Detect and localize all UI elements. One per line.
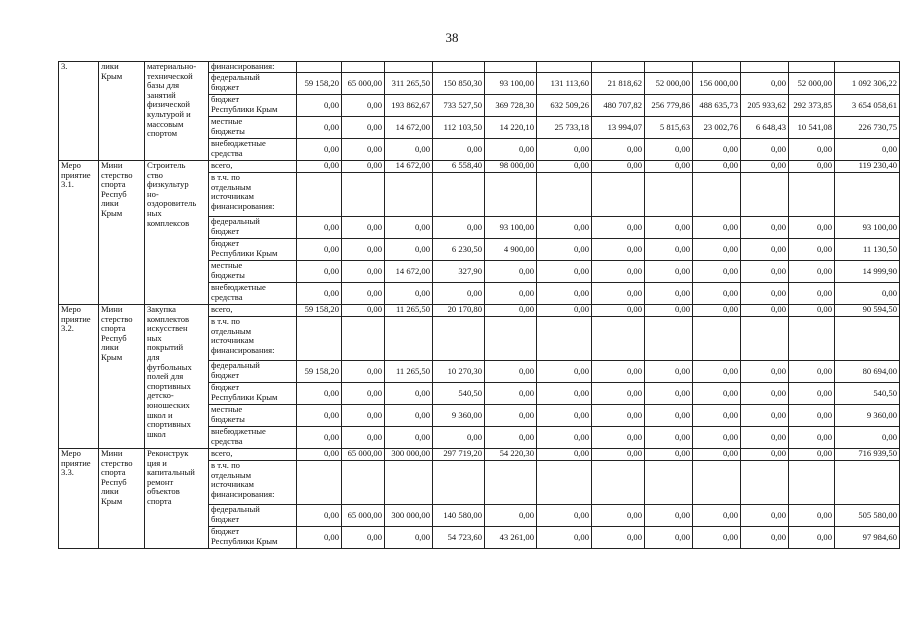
funding-source: внебюджетные средства	[209, 139, 297, 161]
amount-cell: 23 002,76	[693, 117, 741, 139]
amount-cell: 0,00	[592, 217, 645, 239]
amount-cell	[485, 317, 537, 361]
amount-cell	[645, 317, 693, 361]
funding-source: федеральный бюджет	[209, 73, 297, 95]
amount-cell	[342, 317, 385, 361]
table-row	[59, 449, 900, 461]
amount-cell: 11 265,50	[385, 361, 433, 383]
amount-cell: 20 170,80	[433, 305, 485, 317]
funding-source: всего,	[209, 305, 297, 317]
amount-cell	[741, 62, 789, 73]
amount-cell: 0,00	[789, 427, 835, 449]
page-number: 38	[445, 30, 459, 45]
amount-cell	[592, 317, 645, 361]
funding-source: бюджет Республики Крым	[209, 239, 297, 261]
amount-cell: 0,00	[342, 283, 385, 305]
funding-source: в т.ч. по отдельным источникам финансирования:	[209, 317, 297, 361]
amount-cell: 0,00	[645, 505, 693, 527]
amount-cell: 0,00	[342, 239, 385, 261]
amount-cell	[537, 62, 592, 73]
amount-cell: 311 265,50	[385, 73, 433, 95]
amount-cell: 0,00	[592, 305, 645, 317]
amount-cell: 90 594,50	[835, 305, 900, 317]
amount-cell: 80 694,00	[835, 361, 900, 383]
amount-cell	[433, 62, 485, 73]
amount-cell	[741, 173, 789, 217]
amount-cell: 0,00	[385, 405, 433, 427]
amount-cell: 0,00	[297, 527, 342, 549]
amount-cell: 0,00	[342, 527, 385, 549]
amount-cell: 0,00	[485, 139, 537, 161]
amount-cell	[789, 317, 835, 361]
amount-cell: 0,00	[485, 261, 537, 283]
amount-cell: 0,00	[537, 305, 592, 317]
amount-cell: 0,00	[741, 427, 789, 449]
amount-cell: 0,00	[741, 283, 789, 305]
amount-cell: 0,00	[741, 527, 789, 549]
amount-cell: 65 000,00	[342, 505, 385, 527]
amount-cell: 0,00	[693, 361, 741, 383]
amount-cell: 0,00	[297, 383, 342, 405]
amount-cell	[297, 173, 342, 217]
amount-cell: 10 270,30	[433, 361, 485, 383]
amount-cell	[835, 461, 900, 505]
amount-cell: 6 558,40	[433, 161, 485, 173]
amount-cell	[537, 173, 592, 217]
amount-cell	[385, 173, 433, 217]
amount-cell: 0,00	[485, 405, 537, 427]
amount-cell: 0,00	[342, 361, 385, 383]
amount-cell: 0,00	[741, 361, 789, 383]
amount-cell: 0,00	[592, 161, 645, 173]
measure-name: материально- технической базы для занятий физической культурой и массовым спортом	[145, 62, 209, 161]
amount-cell: 14 999,90	[835, 261, 900, 283]
amount-cell: 0,00	[485, 505, 537, 527]
amount-cell: 0,00	[741, 73, 789, 95]
amount-cell: 0,00	[297, 117, 342, 139]
amount-cell: 0,00	[789, 527, 835, 549]
amount-cell	[835, 317, 900, 361]
section-number: Меро приятие 3.2.	[59, 305, 99, 449]
amount-cell: 0,00	[537, 427, 592, 449]
amount-cell	[835, 62, 900, 73]
amount-cell: 0,00	[592, 449, 645, 461]
amount-cell: 43 261,00	[485, 527, 537, 549]
funding-source: бюджет Республики Крым	[209, 383, 297, 405]
amount-cell: 1 092 306,22	[835, 73, 900, 95]
amount-cell: 0,00	[592, 383, 645, 405]
amount-cell: 0,00	[741, 383, 789, 405]
amount-cell: 150 850,30	[433, 73, 485, 95]
amount-cell	[592, 461, 645, 505]
amount-cell: 0,00	[645, 427, 693, 449]
amount-cell: 0,00	[835, 283, 900, 305]
funding-source: местные бюджеты	[209, 405, 297, 427]
amount-cell: 13 994,07	[592, 117, 645, 139]
amount-cell: 0,00	[789, 217, 835, 239]
amount-cell: 0,00	[537, 283, 592, 305]
amount-cell: 25 733,18	[537, 117, 592, 139]
amount-cell	[433, 173, 485, 217]
amount-cell: 0,00	[537, 505, 592, 527]
amount-cell: 0,00	[693, 261, 741, 283]
amount-cell: 0,00	[537, 139, 592, 161]
amount-cell: 0,00	[385, 217, 433, 239]
amount-cell: 0,00	[297, 139, 342, 161]
funding-source: всего,	[209, 449, 297, 461]
amount-cell: 59 158,20	[297, 73, 342, 95]
amount-cell: 0,00	[645, 283, 693, 305]
amount-cell: 0,00	[592, 361, 645, 383]
amount-cell: 0,00	[537, 217, 592, 239]
amount-cell: 14 672,00	[385, 161, 433, 173]
amount-cell	[433, 317, 485, 361]
amount-cell: 0,00	[297, 283, 342, 305]
amount-cell: 0,00	[385, 383, 433, 405]
amount-cell: 11 265,50	[385, 305, 433, 317]
funding-source: местные бюджеты	[209, 117, 297, 139]
amount-cell: 0,00	[645, 383, 693, 405]
amount-cell: 540,50	[835, 383, 900, 405]
amount-cell	[485, 173, 537, 217]
amount-cell: 0,00	[693, 383, 741, 405]
amount-cell: 59 158,20	[297, 361, 342, 383]
amount-cell: 0,00	[297, 239, 342, 261]
amount-cell: 0,00	[645, 305, 693, 317]
amount-cell: 0,00	[592, 239, 645, 261]
section-number: Меро приятие 3.1.	[59, 161, 99, 305]
responsible-executor: Мини стерство спорта Респуб лики Крым	[99, 305, 145, 449]
amount-cell: 0,00	[693, 161, 741, 173]
amount-cell: 0,00	[693, 239, 741, 261]
amount-cell: 0,00	[645, 239, 693, 261]
amount-cell: 0,00	[342, 139, 385, 161]
amount-cell: 0,00	[835, 139, 900, 161]
amount-cell: 9 360,00	[835, 405, 900, 427]
amount-cell: 0,00	[297, 261, 342, 283]
amount-cell: 0,00	[297, 449, 342, 461]
measure-name: Реконструк ция и капитальный ремонт объектов спорта	[145, 449, 209, 549]
amount-cell: 505 580,00	[835, 505, 900, 527]
amount-cell: 0,00	[342, 95, 385, 117]
amount-cell: 0,00	[485, 361, 537, 383]
amount-cell: 0,00	[645, 449, 693, 461]
amount-cell: 0,00	[693, 427, 741, 449]
amount-cell	[693, 173, 741, 217]
amount-cell: 0,00	[537, 383, 592, 405]
amount-cell: 0,00	[741, 239, 789, 261]
amount-cell: 11 130,50	[835, 239, 900, 261]
table-row	[59, 305, 900, 317]
amount-cell: 5 815,63	[645, 117, 693, 139]
responsible-executor: лики Крым	[99, 62, 145, 161]
section-number: Меро приятие 3.3.	[59, 449, 99, 549]
amount-cell: 300 000,00	[385, 505, 433, 527]
amount-cell	[789, 62, 835, 73]
amount-cell	[485, 461, 537, 505]
amount-cell: 0,00	[433, 283, 485, 305]
amount-cell: 21 818,62	[592, 73, 645, 95]
amount-cell: 0,00	[693, 527, 741, 549]
amount-cell: 0,00	[693, 283, 741, 305]
amount-cell: 0,00	[789, 449, 835, 461]
amount-cell: 0,00	[789, 305, 835, 317]
amount-cell	[537, 461, 592, 505]
amount-cell: 0,00	[645, 261, 693, 283]
amount-cell	[693, 317, 741, 361]
amount-cell: 0,00	[485, 427, 537, 449]
amount-cell	[342, 461, 385, 505]
amount-cell: 0,00	[789, 405, 835, 427]
funding-source: бюджет Республики Крым	[209, 527, 297, 549]
funding-source: местные бюджеты	[209, 261, 297, 283]
amount-cell	[592, 62, 645, 73]
amount-cell: 119 230,40	[835, 161, 900, 173]
amount-cell: 131 113,60	[537, 73, 592, 95]
table-row	[59, 62, 900, 73]
amount-cell	[741, 317, 789, 361]
amount-cell: 0,00	[592, 427, 645, 449]
amount-cell: 0,00	[537, 527, 592, 549]
amount-cell: 0,00	[693, 139, 741, 161]
amount-cell: 3 654 058,61	[835, 95, 900, 117]
amount-cell: 632 509,26	[537, 95, 592, 117]
amount-cell: 0,00	[297, 161, 342, 173]
amount-cell	[297, 62, 342, 73]
amount-cell: 0,00	[592, 505, 645, 527]
amount-cell: 93 100,00	[485, 217, 537, 239]
amount-cell: 300 000,00	[385, 449, 433, 461]
amount-cell: 10 541,08	[789, 117, 835, 139]
funding-source: в т.ч. по отдельным источникам финансирования:	[209, 173, 297, 217]
funding-source: федеральный бюджет	[209, 217, 297, 239]
amount-cell: 369 728,30	[485, 95, 537, 117]
amount-cell: 0,00	[485, 305, 537, 317]
amount-cell	[741, 461, 789, 505]
amount-cell	[835, 173, 900, 217]
funding-source: федеральный бюджет	[209, 361, 297, 383]
amount-cell: 0,00	[693, 305, 741, 317]
amount-cell: 0,00	[297, 427, 342, 449]
amount-cell: 193 862,67	[385, 95, 433, 117]
amount-cell	[645, 62, 693, 73]
amount-cell: 488 635,73	[693, 95, 741, 117]
amount-cell: 0,00	[645, 527, 693, 549]
amount-cell: 0,00	[537, 239, 592, 261]
amount-cell: 54 723,60	[433, 527, 485, 549]
amount-cell	[485, 62, 537, 73]
amount-cell: 0,00	[537, 449, 592, 461]
amount-cell: 0,00	[693, 505, 741, 527]
amount-cell: 52 000,00	[645, 73, 693, 95]
amount-cell: 6 230,50	[433, 239, 485, 261]
amount-cell	[385, 62, 433, 73]
amount-cell: 9 360,00	[433, 405, 485, 427]
amount-cell: 0,00	[835, 427, 900, 449]
funding-source: внебюджетные средства	[209, 283, 297, 305]
amount-cell: 0,00	[342, 305, 385, 317]
amount-cell: 292 373,85	[789, 95, 835, 117]
amount-cell: 0,00	[342, 427, 385, 449]
amount-cell: 0,00	[693, 449, 741, 461]
amount-cell: 0,00	[385, 239, 433, 261]
amount-cell: 0,00	[741, 161, 789, 173]
amount-cell: 0,00	[693, 405, 741, 427]
amount-cell: 156 000,00	[693, 73, 741, 95]
amount-cell: 0,00	[741, 505, 789, 527]
amount-cell	[592, 173, 645, 217]
amount-cell: 0,00	[592, 527, 645, 549]
amount-cell: 54 220,30	[485, 449, 537, 461]
amount-cell: 0,00	[537, 405, 592, 427]
amount-cell: 0,00	[693, 217, 741, 239]
amount-cell	[789, 173, 835, 217]
amount-cell: 0,00	[433, 139, 485, 161]
amount-cell: 0,00	[789, 505, 835, 527]
amount-cell: 205 933,62	[741, 95, 789, 117]
amount-cell: 0,00	[645, 139, 693, 161]
amount-cell: 0,00	[342, 383, 385, 405]
amount-cell: 97 984,60	[835, 527, 900, 549]
responsible-executor: Мини стерство спорта Респуб лики Крым	[99, 161, 145, 305]
amount-cell: 14 672,00	[385, 117, 433, 139]
amount-cell: 256 779,86	[645, 95, 693, 117]
amount-cell: 226 730,75	[835, 117, 900, 139]
amount-cell: 14 672,00	[385, 261, 433, 283]
section-number: 3.	[59, 62, 99, 161]
amount-cell: 0,00	[342, 261, 385, 283]
amount-cell: 0,00	[789, 261, 835, 283]
amount-cell: 0,00	[537, 261, 592, 283]
amount-cell: 0,00	[297, 95, 342, 117]
amount-cell: 0,00	[485, 283, 537, 305]
amount-cell: 0,00	[592, 261, 645, 283]
amount-cell: 0,00	[485, 383, 537, 405]
amount-cell	[789, 461, 835, 505]
funding-source: внебюджетные средства	[209, 427, 297, 449]
responsible-executor: Мини стерство спорта Респуб лики Крым	[99, 449, 145, 549]
amount-cell: 0,00	[385, 139, 433, 161]
amount-cell: 0,00	[741, 139, 789, 161]
amount-cell: 0,00	[789, 361, 835, 383]
amount-cell: 0,00	[433, 217, 485, 239]
amount-cell: 0,00	[385, 527, 433, 549]
amount-cell: 716 939,50	[835, 449, 900, 461]
amount-cell: 0,00	[297, 505, 342, 527]
amount-cell: 0,00	[741, 449, 789, 461]
funding-source: всего,	[209, 161, 297, 173]
amount-cell: 540,50	[433, 383, 485, 405]
amount-cell: 0,00	[433, 427, 485, 449]
amount-cell: 327,90	[433, 261, 485, 283]
amount-cell: 0,00	[342, 217, 385, 239]
amount-cell: 0,00	[537, 161, 592, 173]
amount-cell	[297, 461, 342, 505]
amount-cell: 0,00	[789, 161, 835, 173]
amount-cell: 4 900,00	[485, 239, 537, 261]
funding-table	[58, 61, 900, 549]
amount-cell: 59 158,20	[297, 305, 342, 317]
amount-cell: 0,00	[741, 305, 789, 317]
measure-name: Закупка комплектов искусствен ных покрытий для футбольных полей для спортивных детско- юношеских школ и спортивных школ	[145, 305, 209, 449]
amount-cell	[693, 461, 741, 505]
measure-name: Строитель ство физкультур но- оздоровитель ных комплексов	[145, 161, 209, 305]
amount-cell: 0,00	[645, 161, 693, 173]
amount-cell: 0,00	[297, 217, 342, 239]
amount-cell: 93 100,00	[485, 73, 537, 95]
amount-cell: 0,00	[645, 361, 693, 383]
amount-cell: 0,00	[385, 283, 433, 305]
amount-cell: 733 527,50	[433, 95, 485, 117]
amount-cell: 0,00	[592, 139, 645, 161]
amount-cell: 0,00	[741, 217, 789, 239]
amount-cell	[537, 317, 592, 361]
amount-cell: 0,00	[645, 217, 693, 239]
amount-cell	[385, 461, 433, 505]
amount-cell: 0,00	[385, 427, 433, 449]
amount-cell: 0,00	[789, 239, 835, 261]
amount-cell: 112 103,50	[433, 117, 485, 139]
amount-cell: 0,00	[342, 117, 385, 139]
amount-cell	[693, 62, 741, 73]
amount-cell: 14 220,10	[485, 117, 537, 139]
amount-cell: 0,00	[592, 405, 645, 427]
amount-cell	[385, 317, 433, 361]
amount-cell: 52 000,00	[789, 73, 835, 95]
amount-cell	[433, 461, 485, 505]
amount-cell: 0,00	[741, 261, 789, 283]
amount-cell	[297, 317, 342, 361]
amount-cell: 0,00	[297, 405, 342, 427]
amount-cell: 65 000,00	[342, 73, 385, 95]
table-row	[59, 161, 900, 173]
funding-source: федеральный бюджет	[209, 505, 297, 527]
amount-cell: 6 648,43	[741, 117, 789, 139]
amount-cell: 98 000,00	[485, 161, 537, 173]
amount-cell: 65 000,00	[342, 449, 385, 461]
amount-cell	[342, 62, 385, 73]
amount-cell: 0,00	[789, 383, 835, 405]
amount-cell: 0,00	[537, 361, 592, 383]
amount-cell: 0,00	[342, 161, 385, 173]
amount-cell: 0,00	[592, 283, 645, 305]
amount-cell	[342, 173, 385, 217]
amount-cell: 0,00	[789, 283, 835, 305]
amount-cell: 0,00	[741, 405, 789, 427]
amount-cell: 0,00	[789, 139, 835, 161]
amount-cell: 93 100,00	[835, 217, 900, 239]
funding-source: бюджет Республики Крым	[209, 95, 297, 117]
funding-source: в т.ч. по отдельным источникам финансирования:	[209, 461, 297, 505]
amount-cell	[645, 461, 693, 505]
funding-source: финансирования:	[209, 62, 297, 73]
amount-cell: 480 707,82	[592, 95, 645, 117]
amount-cell: 297 719,20	[433, 449, 485, 461]
amount-cell: 0,00	[645, 405, 693, 427]
amount-cell: 0,00	[342, 405, 385, 427]
amount-cell	[645, 173, 693, 217]
amount-cell: 140 580,00	[433, 505, 485, 527]
